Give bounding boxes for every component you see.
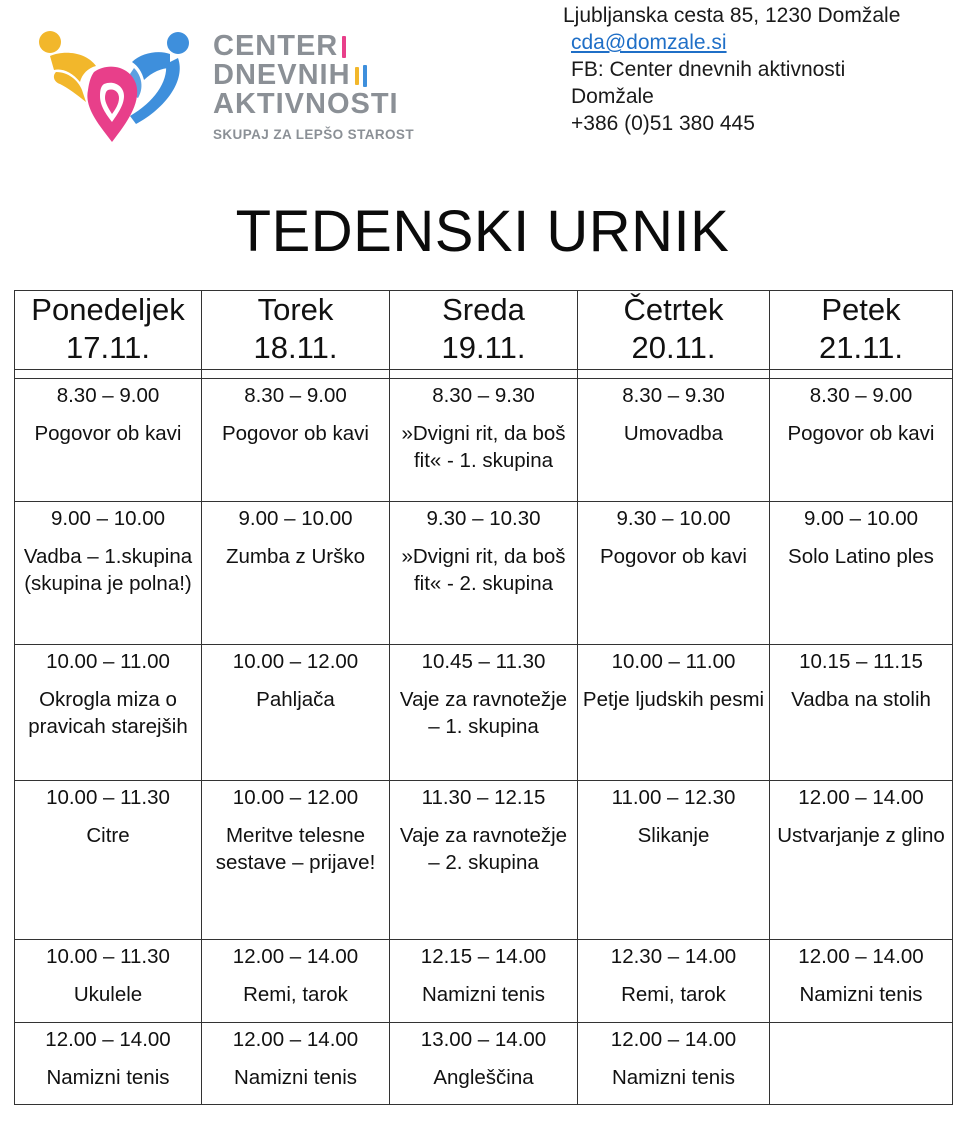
schedule-cell [578, 379, 770, 502]
day-date: 20.11. [631, 330, 716, 365]
activity: Citre [86, 824, 130, 847]
schedule-cell [15, 379, 202, 502]
schedule-row [15, 502, 953, 645]
time-slot: 11.00 – 12.30 [611, 786, 736, 809]
schedule-cell [770, 379, 953, 502]
activity: Namizni tenis [611, 1066, 736, 1089]
activity: Pogovor ob kavi [787, 422, 935, 445]
activity: Pogovor ob kavi [221, 422, 369, 445]
schedule-cell [202, 940, 390, 1023]
logo-text-center: CENTER [213, 30, 339, 62]
activity: Namizni tenis [233, 1066, 358, 1089]
activity: Slikanje [637, 824, 710, 847]
time-slot: 8.30 – 9.30 [622, 384, 725, 407]
separator-row [15, 370, 953, 379]
activity: Namizni tenis [46, 1066, 170, 1089]
day-header [202, 291, 390, 370]
schedule-cell [578, 1023, 770, 1105]
day-header [390, 291, 578, 370]
activity: »Dvigni rit, da boš fit« - 1. skupina [401, 422, 566, 472]
activity: »Dvigni rit, da boš fit« - 2. skupina [401, 545, 566, 595]
time-slot: 9.30 – 10.30 [426, 507, 541, 530]
logo-tagline: SKUPAJ ZA LEPŠO STAROST [213, 127, 414, 142]
day-date: 17.11. [66, 330, 150, 365]
day-date: 18.11. [253, 330, 338, 365]
schedule-cell [770, 781, 953, 940]
schedule-cell [578, 645, 770, 781]
schedule-cell [202, 379, 390, 502]
activity: Vaje za ravnotežje – 2. skupina [399, 824, 568, 874]
schedule-cell [770, 645, 953, 781]
schedule-cell [15, 940, 202, 1023]
schedule-cell [390, 1023, 578, 1105]
logo-text-dnevnih: DNEVNIH [213, 59, 351, 91]
schedule-cell [390, 781, 578, 940]
schedule-cell [15, 1023, 202, 1105]
time-slot: 10.00 – 11.00 [611, 650, 736, 673]
time-slot: 8.30 – 9.00 [809, 384, 913, 407]
schedule-row [15, 940, 953, 1023]
day-header [15, 291, 202, 370]
time-slot: 10.00 – 11.30 [46, 945, 170, 968]
email-link[interactable]: cda@domzale.si [571, 31, 727, 54]
activity: Pogovor ob kavi [599, 545, 747, 568]
activity: Pogovor ob kavi [34, 422, 182, 445]
schedule-cell [390, 379, 578, 502]
schedule-cell [770, 502, 953, 645]
activity: Remi, tarok [621, 983, 726, 1006]
day-date: 19.11. [441, 330, 526, 365]
day-name: Ponedeljek [31, 292, 185, 327]
time-slot: 10.00 – 12.00 [232, 650, 359, 673]
day-name: Torek [257, 292, 334, 327]
activity: Namizni tenis [421, 983, 546, 1006]
contact-info [563, 2, 900, 137]
time-slot: 12.30 – 14.00 [610, 945, 737, 968]
activity: Vadba – 1.skupina (skupina je polna!) [23, 545, 193, 595]
schedule-cell [578, 502, 770, 645]
time-slot: 12.00 – 14.00 [232, 1028, 359, 1051]
time-slot: 12.00 – 14.00 [610, 1028, 737, 1051]
time-slot: 9.00 – 10.00 [238, 507, 353, 530]
time-slot: 9.00 – 10.00 [804, 507, 918, 530]
schedule-row [15, 379, 953, 502]
activity: Solo Latino ples [788, 545, 934, 568]
time-slot: 10.15 – 11.15 [799, 650, 923, 673]
activity: Petje ljudskih pesmi [582, 688, 765, 711]
time-slot: 10.00 – 11.00 [46, 650, 170, 673]
schedule-row [15, 1023, 953, 1105]
facebook-line-1: FB: Center dnevnih aktivnosti [571, 58, 846, 81]
schedule-cell [770, 940, 953, 1023]
logo-bar-blue [363, 65, 367, 87]
time-slot: 8.30 – 9.00 [244, 384, 347, 407]
schedule-cell [202, 502, 390, 645]
schedule-row [15, 645, 953, 781]
day-header [770, 291, 953, 370]
day-header [578, 291, 770, 370]
heart-logo-icon [38, 28, 193, 148]
activity: Zumba z Urško [226, 545, 365, 568]
time-slot: 8.30 – 9.30 [432, 384, 535, 407]
time-slot: 12.00 – 14.00 [798, 945, 924, 968]
time-slot: 12.15 – 14.00 [420, 945, 547, 968]
schedule-row [15, 781, 953, 940]
schedule-cell [15, 781, 202, 940]
time-slot: 12.00 – 14.00 [45, 1028, 171, 1051]
activity: Ustvarjanje z glino [777, 824, 945, 847]
activity: Vadba na stolih [791, 688, 931, 711]
schedule-cell [15, 502, 202, 645]
phone-number: +386 (0)51 380 445 [571, 112, 755, 135]
activity: Meritve telesne sestave – prijave! [215, 824, 376, 874]
activity: Vaje za ravnotežje – 1. skupina [399, 688, 568, 738]
time-slot [773, 1023, 949, 1026]
activity: Pahljača [256, 688, 335, 711]
address: Ljubljanska cesta 85, 1230 Domžale [563, 4, 901, 27]
organization-logo [38, 28, 438, 153]
time-slot: 10.45 – 11.30 [421, 650, 546, 673]
time-slot: 12.00 – 14.00 [798, 786, 924, 809]
activity: Ukulele [73, 983, 143, 1006]
time-slot: 8.30 – 9.00 [56, 384, 160, 407]
day-name: Sreda [442, 292, 525, 327]
weekly-schedule-table [14, 290, 953, 1105]
activity: Namizni tenis [799, 983, 923, 1006]
activity: Angleščina [433, 1066, 534, 1089]
logo-bar-pink [342, 36, 346, 58]
day-date: 21.11. [819, 330, 903, 365]
time-slot: 10.00 – 12.00 [232, 786, 359, 809]
time-slot: 10.00 – 11.30 [46, 786, 170, 809]
schedule-cell [578, 940, 770, 1023]
time-slot: 13.00 – 14.00 [420, 1028, 547, 1051]
logo-text-aktivnosti: AKTIVNOSTI [213, 88, 399, 120]
schedule-cell [202, 1023, 390, 1105]
schedule-cell [390, 502, 578, 645]
logo-bar-yellow [355, 67, 359, 85]
time-slot: 9.30 – 10.00 [616, 507, 731, 530]
schedule-cell [202, 781, 390, 940]
facebook-line-2: Domžale [571, 85, 654, 108]
day-name: Četrtek [623, 292, 724, 327]
schedule-cell [578, 781, 770, 940]
page-title: TEDENSKI URNIK [235, 199, 730, 264]
schedule-cell [15, 645, 202, 781]
time-slot: 9.00 – 10.00 [51, 507, 165, 530]
activity: Umovadba [623, 422, 724, 445]
schedule-cell [202, 645, 390, 781]
activity: Okrogla miza o pravicah starejših [28, 688, 188, 738]
schedule-cell [390, 645, 578, 781]
time-slot: 12.00 – 14.00 [232, 945, 359, 968]
day-header-row [15, 291, 953, 370]
schedule-cell [390, 940, 578, 1023]
day-name: Petek [821, 292, 901, 327]
time-slot: 11.30 – 12.15 [421, 786, 546, 809]
activity: Remi, tarok [243, 983, 348, 1006]
schedule-cell-empty [770, 1023, 953, 1105]
